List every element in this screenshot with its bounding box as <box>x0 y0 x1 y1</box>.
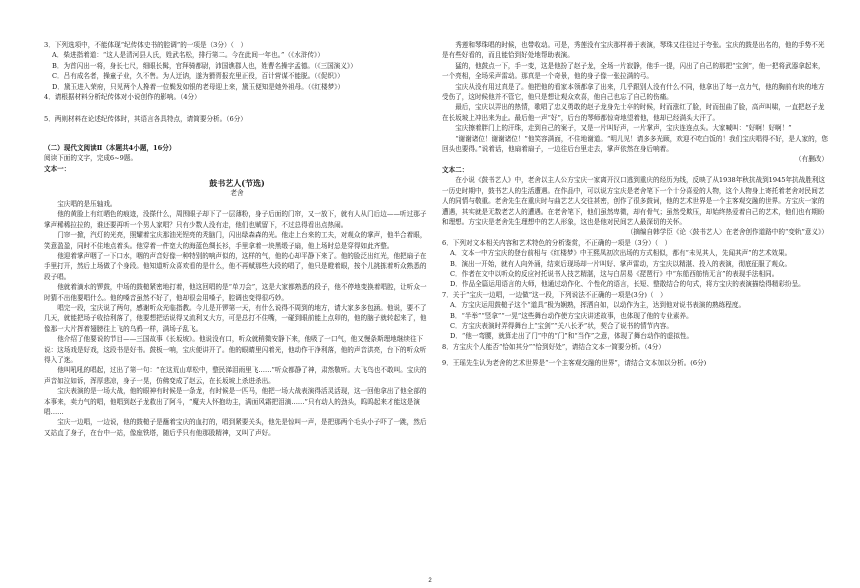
question-6: 6．下列对文本相关内容和艺术特色的分析鉴赏，不正确的一项是（3分）（ ） <box>442 238 672 247</box>
q3-option-d: D．黛玉进入荣府，只见两个人搀着一位鬓发如银的老母迎上来，黛玉便知是她外祖母。（《红楼梦》） <box>52 82 345 91</box>
question-5: 5．两则材料在论述纪传体时，其语言各具特点，请简要分析。（6分） <box>44 115 247 124</box>
paragraph: 宝庆擦着胖门上的汗珠，走到自己的案子，又是一片叫好声，一片掌声，宝庆连连点头。大家喊叫：“好啊！好啊！” <box>455 124 792 133</box>
q7-option-a: A．方宝庆运用鼓槌子这个“道具”极为娴熟，挥洒自如，以动作为主，达到他对说书表演的熟练程度。 <box>450 301 746 310</box>
paragraph: 门帘一掀，汽灯的光亮，照耀着宝庆那油光锃亮的秃脑门，闪出绿森森的光。他走上台来的工夫，对观众的掌声，他半合着眼，笑意盈盈，同时不住地点着头。他穿着一件宽大的海蓝色绸长衫，手里拿着一块黑缎子扇，他上场时总是穿得如此齐整。 <box>44 231 427 250</box>
story-author: 老舍 <box>230 189 244 198</box>
paragraph: 最后，宝庆以弄出的热情，歌唱了忠义勇敢的赵子龙身先士卒的时候，时而涨红了脸，时而扭曲了脸，高声叫啸，一直把赵子龙在长坂坡上冲出来为止。最后他一声“好”，后台的琴师都惊奇地望着他，他却已经满头大汗了。 <box>442 103 825 122</box>
q6-option-b: B．演出一开始，就有人向外涌，结束后现场却一片叫好、掌声雷动，方宝庆以精湛、投入的表演，彻底征服了观众。 <box>450 259 792 268</box>
q6-option-c: C．作者在文中以听众的反应衬托说书人技艺精湛，这与白居易《琵琶行》中“东船西舫悄无言”的表现手法相同。 <box>450 269 779 278</box>
paragraph: 他迎着掌声咽了一下口水，咽的声音好像一种特别的响声似的，这样的气，他的心却平静下来了。他的脸泛出红光，他把扇子在手里打开，然后上场做了个身段。他知道听众喜欢看的是什么，他不再赋那些大段的唱了，他只是瞪着眼，按个儿挑拣着听众熟悉的段子唱。 <box>44 251 427 281</box>
q3-option-b: B．为首闪出一将，身长七尺，细眼长髯，官拜骑都尉，沛国谯郡人也，姓曹名操字孟德。（《三国演义》） <box>52 61 357 70</box>
question-4: 4．请根据材料分析纪传体对小说创作的影响。（4分） <box>44 93 201 102</box>
text2-source: （摘编自韩学臣《论〈鼓书艺人〉在老舍创作道路中的“变轨”意义》） <box>626 228 828 237</box>
question-8: 8．方宝庆个人能否“恰如其分”“恰到好处”，请结合文本一简要分析。（4分） <box>442 342 665 351</box>
question-7: 7．关于“宝庆一边唱，一边做”这一段，下列说法不正确的一项是(3分)（ ） <box>442 290 667 299</box>
paragraph: 宝庆唱的是压轴戏。 <box>57 199 117 208</box>
section-2-title: （二）现代文阅读Ⅱ（本题共4小题，16分） <box>44 143 176 152</box>
paragraph: “谢谢诸位！谢谢诸位！”他笑容满面，不住地谢道。“明儿见！请多多光顾，欢迎不吃白饭的！我们宝庆唱得不好，是人家的，您回头也要得。”说着话，他扇着扇子，一边往后台里走去，掌声依然在身后响着。 <box>442 134 828 154</box>
q3-option-a: A．柴进指着道：“这人是清河县人氏，姓武名松，排行第二。今在此间一年也。”（《水浒传》） <box>52 51 324 60</box>
section-2-intro: 阅读下面的文字，完成6~9题。 <box>44 154 138 163</box>
q6-option-d: D．作品全篇运用语言的大师，他通过动作化、个性化的语言，长短、整散结合的句式，将方宝庆的表演描绘得精彩纷呈。 <box>450 280 805 289</box>
q7-option-b: B．“半举”“竖拿”“一晃”这些舞台动作使方宝庆讲述故事，也体现了他的专业素养。 <box>450 311 693 320</box>
paragraph: 秀莲和琴珠唱的时候，也带收动。可是，秀莲没有宝庆那样善于表演，琴珠又往往过于夸张。宝庆的鼓是出名的，他的手势不光是有些好看的，而且能恰到好处地帮助表演。 <box>442 41 825 60</box>
paragraph: 他介绍了他要说的节目——三国故事《长坂坡》。他说没有口，听众就稍微安静下来，他吸了一口气，他又慢条斯理地继续往下说：这场戏是好戏，这段书是好书。鼓板一响，宝庆便讲开了。他的眼睛里闪着光，他动作干净利落，他的声音洪亮，台下的听众听得入了迷。 <box>44 335 427 364</box>
paragraph: 猛的，他鼓点一下，手一变，这是他扮了赵子龙，全场一片寂静，他手一提，闪出了自己的那把“宝剑”，他一把将武器拿起来，一个亮相，全场采声雷动。那真是一个奇景，他的身子像一张拉满的弓。 <box>442 61 825 81</box>
q3-option-c: C．吕有成名者，操童子业，久不售。为人迂讷，遂为猾胥报充里正役，百计营谋不能脱。（《促织》） <box>52 72 344 81</box>
paragraph: 唱完一段，宝庆说了两句，感谢听众光临指教。今儿是开锣第一天，有什么说得不周到的地方，请大家多多包涵。他说，要不了几天，就能把场子收拾利落了，他要想把话说得又流利又大方，可是总打不住嘴，一碰到眼前能上点卯的，他的脑子就转起来了，他像那一大片挥着翅膀往上飞的乌鸦一样，满场子乱飞。 <box>44 303 427 333</box>
question-3: 3．下列选项中，不能体现“纪传体史书的腔调”的一项是（3分）（ ） <box>44 41 248 49</box>
page-number: 2 <box>428 578 432 584</box>
text1-label: 文本一： <box>44 164 71 173</box>
paragraph: 他的黄脸上有红晒色的痕迹，没搽什么，周围眼子却下了一层薄粉，身子后面的门帘，又一放下，就有人从门后边——听过那子掌声稀稀拉拉的，谁还要再听一个男人家唱？只有少数人没有走，他们也赋留下，不过总得看出点热闹。 <box>44 210 427 229</box>
left-column <box>44 40 430 438</box>
paragraph: 他就着滴水的锣鼓，中场的鼓槌紧密地打着，他这回唱的是“单刀会”，这是大家都熟悉的段子，他不停地变换着唱腔，让听众一时猜不出他要唱什么。他的嗓音虽然不好了，他却很会用嗓子，腔调也变得很巧妙。 <box>44 283 427 302</box>
text2-label: 文本二： <box>442 165 469 174</box>
q7-option-c: C．方宝庆表演时弄得舞台上“宝剑”“关八长矛”状，契合了说书的情节内容。 <box>450 321 673 330</box>
paragraph: 宝庆从没有用过真是了。他把他的看家本领都拿了出来，几乎跟别人没有什么不同，他拿出了每一点力气，他的胸前有块的地方受伤了，这时候他并不管它，他只是想让观众欢喜，他自己也忘了自己的伤痛。 <box>442 82 825 102</box>
paragraph: 在小说《鼓书艺人》中，老舍以主人公方宝庆一家离开汉口逃到重庆的经历为线，反映了从1938年秋抗战到1945年抗战胜利这一历史时期中，鼓书艺人的生活遭遇。在作品中，可以说方宝庆是老舍笔下一个十分喜爱的人物，这个人物身上寄托着老舍对民间艺人的同情与敬重。老舍先生在重庆时与曲艺艺人交往甚密，创作了很多鼓词，他的艺术世界是一个主客观交融的世界。方宝庆一家的遭遇，其实就是无数老艺人的遭遇。在老舍笔下，他们虽然卑微，却有骨气；虽然受欺压，却始终热爱着自己的艺术，他们也有期盼和理想。方宝庆是老舍先生理想中的艺人形象，这也是他对民间艺人最深切的关怀。 <box>442 176 826 226</box>
paragraph: 宝庆一边唱，一边说，他的鼓槌子是蘸着宝庆的血打的，唱到紧要关头，他先是惊叫一声，是把那两个毛头小子吓了一跳，然后又站直了身子，在台中一站，像座铁塔，随后乎只有他那股精神，又叫了声好。 <box>44 418 427 437</box>
right-column <box>442 40 828 369</box>
story-title: 鼓书艺人(节选) <box>209 178 265 189</box>
text1-source: （有删改） <box>795 155 828 164</box>
paragraph: 宝庆表演的是一场大战，他的眼神有时候是一条龙，有时候是一匹马，他把一场大战表演得活灵活现，这一回他拿出了他全部的本事来，卖力气的唱，他唱到赵子龙救出了阿斗，“魔夫人怀抱幼主，满面风霜把泪滴……”只有动人的劲头，呜呜起来才能这是演唱…… <box>44 387 427 416</box>
q7-option-d: D．“他一弯腰，就算走出了门”中的“门”和“当作”之意，体现了舞台动作的虚拟性。 <box>450 332 694 341</box>
question-9: 9．王瑶先生认为老舍的艺术世界是“一个主客观交融的世界”，请结合文本加以分析。(6分) <box>442 359 707 368</box>
paragraph: 他叫吼吼的唱起，过出了第一句：“在这荒山草松中，整民涕泪雨里飞……”听众都静了神，肃然敬听。大飞鸟也不敢叫。宝庆的声音如泣如诉，浑厚悲凉，身子一晃，仿佛变成了赵云，在长坂坡上杀进杀出。 <box>44 366 427 385</box>
q6-option-a: A．文本一中方宝庆的登台前相与《红楼梦》中王熙凤初次出场的方式相似，都有“未见其人，先闻其声”的艺术效果。 <box>450 249 792 258</box>
